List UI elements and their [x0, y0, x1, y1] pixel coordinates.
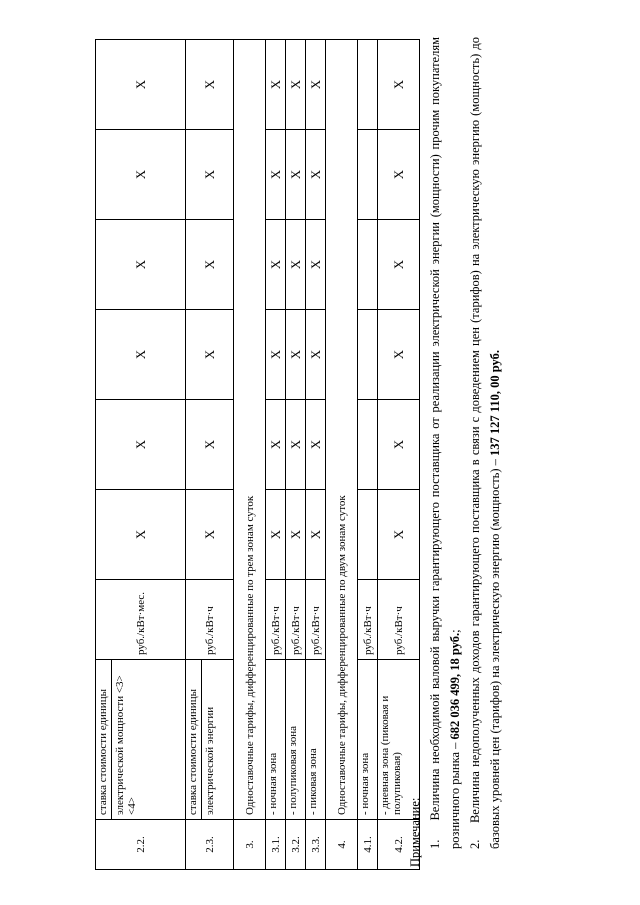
value-cell: X [286, 490, 306, 580]
row-number: 3.3. [306, 820, 326, 870]
value-cell: X [378, 40, 420, 130]
row-description: - ночная зона [358, 660, 378, 820]
unit-cell: руб./кВт·ч [286, 580, 306, 660]
value-cell: X [306, 40, 326, 130]
value-cell: X [96, 400, 186, 490]
row-description: - дневная зона (пиковая и полупиковая) [378, 660, 420, 820]
note-tail: ; [448, 629, 462, 633]
table-section-row [234, 40, 266, 870]
value-cell [358, 220, 378, 310]
note-value: 682 036 499, 18 руб. [448, 632, 462, 740]
value-cell: X [378, 310, 420, 400]
table-row [186, 40, 234, 870]
unit-cell: руб./кВт·ч [378, 580, 420, 660]
value-cell: X [286, 400, 306, 490]
unit-cell: руб./кВт·ч [306, 580, 326, 660]
notes-title: Примечание: [408, 797, 422, 867]
value-cell: X [186, 490, 234, 580]
value-cell: X [96, 310, 186, 400]
value-cell: X [306, 400, 326, 490]
row-number: 3.1. [266, 820, 286, 870]
table-row [286, 40, 306, 870]
value-cell [358, 400, 378, 490]
value-cell: X [266, 130, 286, 220]
note-number: 2. [468, 839, 482, 849]
unit-cell: руб./кВт·ч [186, 580, 234, 660]
row-number: 4.2. [378, 820, 420, 870]
description-line: ставка стоимости единицы [187, 689, 199, 815]
unit-cell: руб./кВт·ч [358, 580, 378, 660]
row-description: - полупиковая зона [286, 660, 306, 820]
value-cell: X [186, 400, 234, 490]
value-cell: X [286, 130, 306, 220]
row-description [96, 660, 186, 820]
table-row [306, 40, 326, 870]
value-cell: X [378, 220, 420, 310]
note-2 [465, 37, 505, 867]
value-cell: X [96, 220, 186, 310]
value-cell: X [286, 220, 306, 310]
note-value: 137 127 110, 00 руб. [488, 350, 502, 456]
row-description: - ночная зона [266, 660, 286, 820]
tariff-table [95, 39, 420, 870]
value-cell: X [266, 490, 286, 580]
description-line: электрической энергии [201, 660, 216, 819]
table-row [358, 40, 378, 870]
value-cell: X [186, 310, 234, 400]
value-cell [358, 40, 378, 130]
row-number: 2.3. [186, 820, 234, 870]
value-cell: X [186, 130, 234, 220]
row-number: 2.2. [96, 820, 186, 870]
table-row [96, 40, 186, 870]
row-number: 3.2. [286, 820, 306, 870]
note-text: Величина необходимой валовой выручки гарантирующего поставщика от реализации электрической энергии (мощности) прочим покупателям розничного рынка – [428, 37, 462, 849]
value-cell: X [266, 40, 286, 130]
value-cell: X [378, 490, 420, 580]
value-cell: X [266, 400, 286, 490]
unit-cell: руб./кВт·мес. [96, 580, 186, 660]
value-cell: X [96, 40, 186, 130]
value-cell: X [378, 130, 420, 220]
row-number: 4.1. [358, 820, 378, 870]
value-cell: X [96, 490, 186, 580]
value-cell: X [306, 310, 326, 400]
value-cell: X [286, 310, 306, 400]
value-cell: X [306, 220, 326, 310]
description-line: ставка стоимости единицы [97, 689, 109, 815]
value-cell [358, 490, 378, 580]
note-text: Величина недополученных доходов гарантирующего поставщика в связи с доведением цен (тарифов) на электрическую энергию (мощность) до базовых уровней цен (тарифов) на электрическую энергию (мощность) – [468, 36, 502, 849]
value-cell: X [96, 130, 186, 220]
value-cell: X [306, 490, 326, 580]
section-title: Одноставочные тарифы, дифференцированные по трем зонам суток [234, 40, 266, 820]
value-cell [358, 130, 378, 220]
table-row [266, 40, 286, 870]
value-cell: X [266, 220, 286, 310]
value-cell: X [286, 40, 306, 130]
notes-block [405, 37, 505, 867]
unit-cell: руб./кВт·ч [266, 580, 286, 660]
description-line: электрической мощности <3><4> [111, 660, 138, 819]
value-cell: X [378, 400, 420, 490]
value-cell [358, 310, 378, 400]
value-cell: X [306, 130, 326, 220]
value-cell: X [186, 40, 234, 130]
section-title: Одноставочные тарифы, дифференцированные по двум зонам суток [326, 40, 358, 820]
table-section-row [326, 40, 358, 870]
row-number: 4. [326, 820, 358, 870]
row-number: 3. [234, 820, 266, 870]
row-description: - пиковая зона [306, 660, 326, 820]
value-cell: X [266, 310, 286, 400]
note-1 [425, 37, 465, 867]
row-description [186, 660, 234, 820]
value-cell: X [186, 220, 234, 310]
note-number: 1. [428, 839, 442, 849]
